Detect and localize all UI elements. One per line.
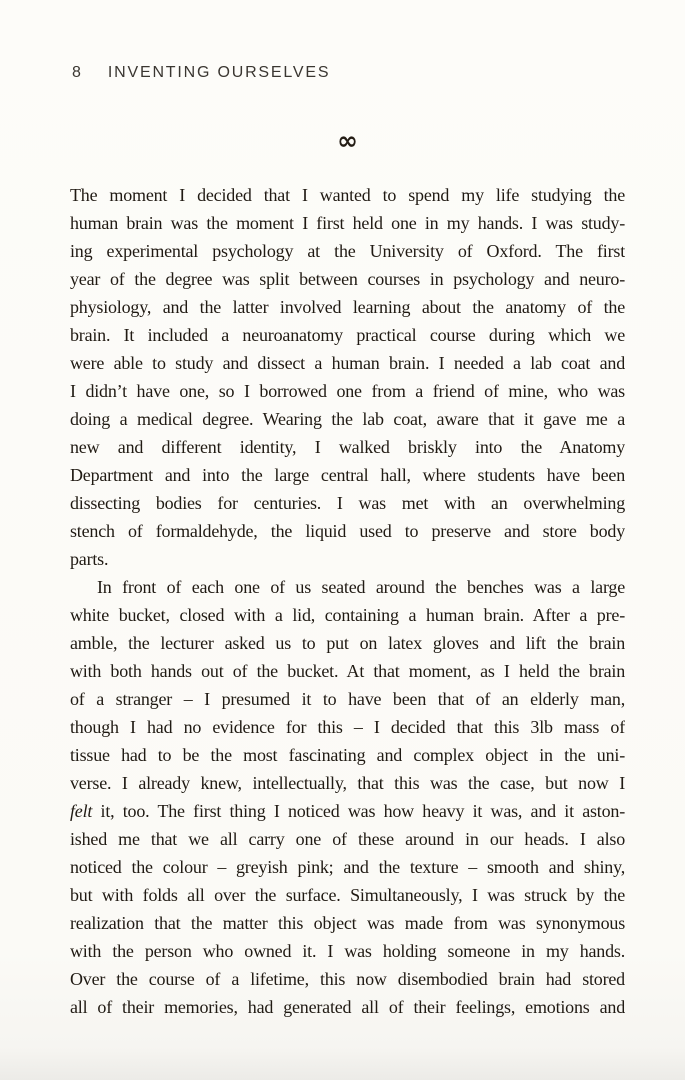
text-line: I didn’t have one, so I borrowed one from a friend of mine, who was xyxy=(70,381,625,401)
text-line: physiology, and the latter involved learning about the anatomy of the xyxy=(70,297,625,317)
text-line: realization that the matter this object was made from was synonymous xyxy=(70,913,625,933)
text-line: ing experimental psychology at the University of Oxford. The first xyxy=(70,241,625,261)
text-line: of a stranger – I presumed it to have been that of an elderly man, xyxy=(70,689,625,709)
text-line: but with folds all over the surface. Simultaneously, I was struck by the xyxy=(70,885,625,905)
running-header xyxy=(72,62,330,83)
section-divider-infinity-symbol: ∞ xyxy=(337,126,358,155)
page-number: 8 xyxy=(72,64,81,81)
text-line: amble, the lecturer asked us to put on latex gloves and lift the brain xyxy=(70,633,625,653)
text-line: with both hands out of the bucket. At that moment, as I held the brain xyxy=(70,661,625,681)
text-line: verse. I already knew, intellectually, that this was the case, but now I xyxy=(70,773,625,793)
text-line: all of their memories, had generated all of their feelings, emotions and xyxy=(70,997,625,1017)
text-line: doing a medical degree. Wearing the lab coat, aware that it gave me a xyxy=(70,409,625,429)
text-line: In front of each one of us seated around the benches was a large xyxy=(97,577,625,597)
text-line: stench of formaldehyde, the liquid used to preserve and store body xyxy=(70,521,625,541)
text-line: though I had no evidence for this – I decided that this 3lb mass of xyxy=(70,717,625,737)
text-line: Department and into the large central hall, where students have been xyxy=(70,465,625,485)
running-title: INVENTING OURSELVES xyxy=(107,64,331,81)
text-line: new and different identity, I walked briskly into the Anatomy xyxy=(70,437,625,457)
text-line: brain. It included a neuroanatomy practical course during which we xyxy=(70,325,625,345)
text-line: parts. xyxy=(70,549,109,569)
text-line: were able to study and dissect a human brain. I needed a lab coat and xyxy=(70,353,625,373)
text-line: with the person who owned it. I was holding someone in my hands. xyxy=(70,941,625,961)
text-line: tissue had to be the most fascinating and complex object in the uni- xyxy=(70,745,625,765)
text-line: noticed the colour – greyish pink; and the texture – smooth and shiny, xyxy=(70,857,625,877)
page-body xyxy=(70,181,625,1021)
text-line: human brain was the moment I first held one in my hands. I was study- xyxy=(70,213,625,233)
text-line: Over the course of a lifetime, this now disembodied brain had stored xyxy=(70,969,625,989)
text-line: ished me that we all carry one of these around in our heads. I also xyxy=(70,829,625,849)
text-line: felt it, too. The first thing I noticed was how heavy it was, and it aston- xyxy=(70,801,625,821)
text-line: white bucket, closed with a lid, containing a human brain. After a pre- xyxy=(70,605,625,625)
text-line: year of the degree was split between courses in psychology and neuro- xyxy=(70,269,625,289)
text-line: The moment I decided that I wanted to spend my life studying the xyxy=(70,185,625,205)
text-line: dissecting bodies for centuries. I was met with an overwhelming xyxy=(70,493,625,513)
